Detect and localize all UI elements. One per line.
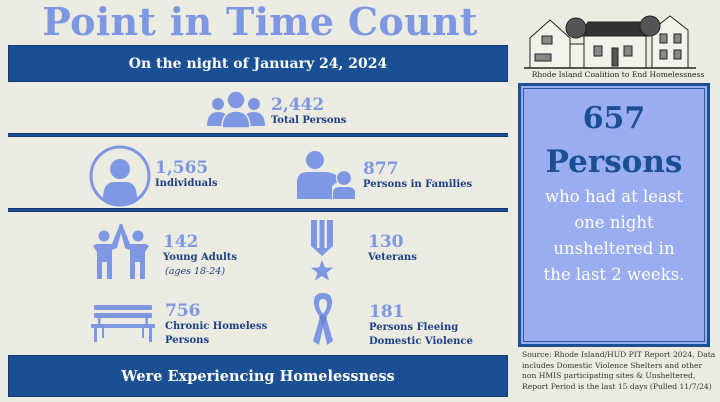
stat-individuals-label: Individuals — [155, 178, 218, 189]
card-title: Persons — [545, 144, 683, 180]
high-five-icon — [90, 222, 152, 280]
stat-veterans — [368, 233, 417, 265]
stat-dv-label-1: Persons Fleeing — [369, 322, 459, 333]
section-divider — [8, 208, 508, 212]
footer-banner-text: Were Experiencing Homelessness — [121, 367, 395, 385]
stat-total-value: 2,442 — [271, 95, 325, 115]
stat-chronic-label-1: Chronic Homeless — [165, 321, 268, 332]
date-banner — [8, 45, 508, 82]
stat-total-label: Total Persons — [271, 115, 347, 126]
unsheltered-card — [518, 83, 710, 347]
person-circle-icon — [89, 145, 151, 207]
group-icon — [206, 90, 266, 128]
page-title: Point in Time Count — [42, 0, 478, 44]
stat-dv-label-2: Domestic Violence — [369, 336, 473, 347]
card-desc-2: one night — [574, 213, 654, 232]
stat-chronic-label-2: Persons — [165, 335, 210, 346]
section-divider — [8, 133, 508, 137]
stat-young-adults-sub: (ages 18-24) — [165, 266, 226, 277]
stat-individuals — [155, 159, 218, 191]
stat-young-adults-value: 142 — [163, 232, 199, 252]
source-note: Source: Rhode Island/HUD PIT Report 2024, Data includes Domestic Violence Shelters and other non HMIS participating sites & Unsheltered, Report Period is the last 15 days (Pulled 11/7/24) — [522, 350, 716, 391]
stat-young-adults — [163, 233, 237, 279]
card-value: 657 — [582, 101, 646, 136]
stat-families — [363, 160, 472, 192]
stat-veterans-label: Veterans — [368, 252, 417, 263]
bench-icon — [91, 305, 155, 343]
stat-families-label: Persons in Families — [363, 179, 473, 190]
stat-chronic — [165, 302, 267, 348]
stat-total — [271, 96, 346, 128]
card-desc-4: the last 2 weeks. — [543, 265, 685, 284]
stat-chronic-value: 756 — [165, 301, 201, 321]
footer-banner — [8, 355, 508, 397]
awareness-ribbon-icon — [310, 291, 336, 347]
stat-young-adults-label: Young Adults — [163, 252, 238, 263]
card-desc-3: unsheltered in — [553, 239, 675, 258]
stat-families-value: 877 — [363, 159, 399, 179]
stat-dv-value: 181 — [369, 302, 405, 322]
organization-logo — [520, 10, 720, 80]
logo-caption: Rhode Island Coalition to End Homelessness — [531, 70, 705, 79]
medal-icon — [309, 220, 335, 282]
date-banner-text: On the night of January 24, 2024 — [128, 55, 388, 72]
stat-dv — [369, 303, 473, 349]
card-desc-1: who had at least — [545, 187, 683, 206]
houses-illustration-icon — [520, 10, 716, 70]
stat-veterans-value: 130 — [368, 232, 404, 252]
stat-individuals-value: 1,565 — [155, 158, 209, 178]
parent-child-icon — [296, 150, 358, 200]
